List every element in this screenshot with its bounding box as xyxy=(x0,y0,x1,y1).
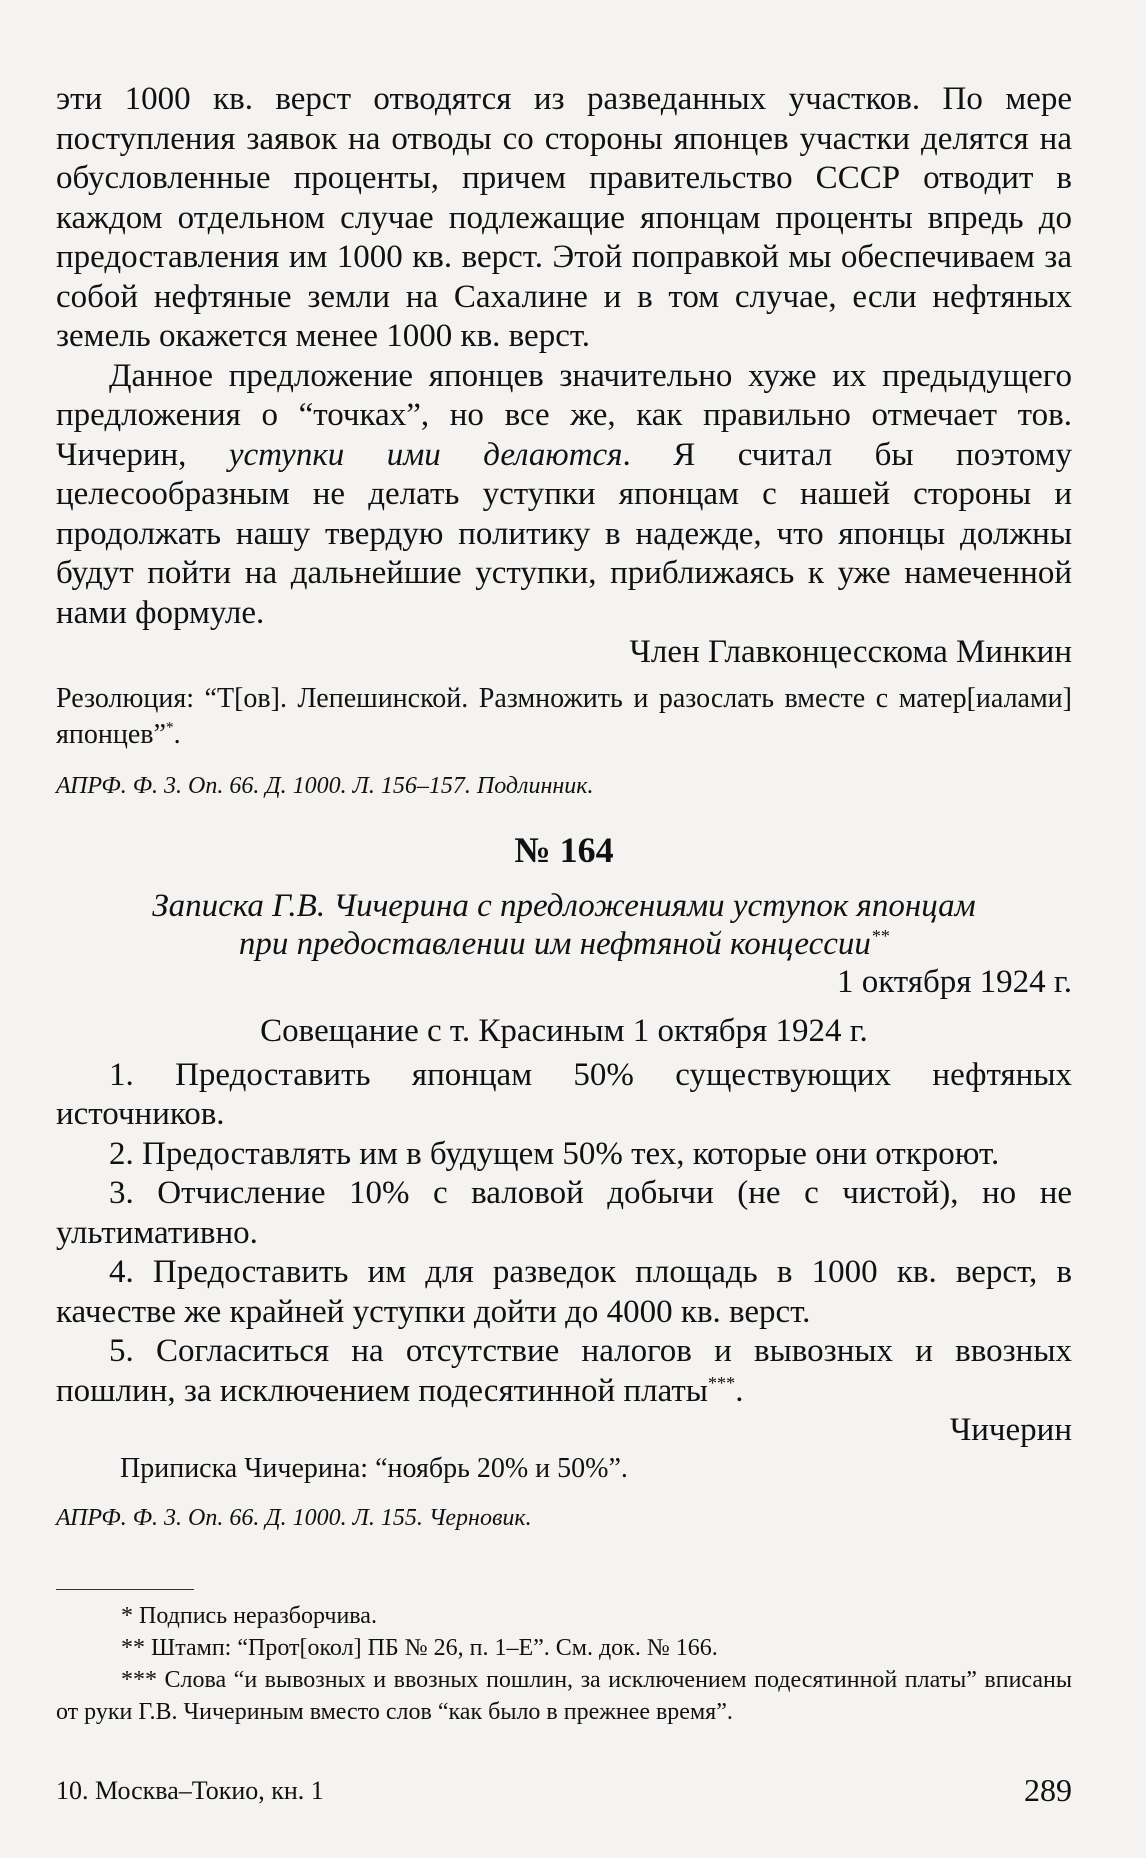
list-item: 4. Предоставить им для разведок площадь в 1000 кв. верст, в качестве же крайней уступки дойти до 4000 кв. верст. xyxy=(56,1254,1072,1330)
footnote-2: ** Штамп: “Прот[окол] ПБ № 26, п. 1–Е”. См. док. № 166. xyxy=(121,1634,718,1661)
list-item: 3. Отчисление 10% с валовой добычи (не с чистой), но не ультимативно. xyxy=(56,1175,1072,1251)
footnotes xyxy=(56,1600,1072,1728)
resolution: Резолюция: “Т[ов]. Лепешинской. Размножить и разослать вместе с матер[иалами] японцев”*. xyxy=(56,682,1072,750)
paragraph-opinion-part2: . Я считал бы поэтому целесообразным не делать уступки японцам с нашей стороны и продолжать нашу твердую политику в надежде, что японцы должны будут пойти на дальнейшие уступки, приближаясь к уже намеченной нами формуле. xyxy=(56,436,1072,631)
list-item-5-end: . xyxy=(735,1372,744,1409)
signature-chicherin: Чичерин xyxy=(949,1412,1072,1448)
postscript: Приписка Чичерина: “ноябрь 20% и 50%”. xyxy=(120,1452,628,1484)
archive-source-1: АПРФ. Ф. 3. Оп. 66. Д. 1000. Л. 156–157. Подлинник. xyxy=(56,772,594,799)
page-number: 289 xyxy=(1024,1772,1072,1808)
archive-source-2: АПРФ. Ф. 3. Оп. 66. Д. 1000. Л. 155. Черновик. xyxy=(56,1504,532,1531)
document-title-footnote-mark: ** xyxy=(870,925,890,946)
page-content xyxy=(56,80,1072,1728)
list-item: 2. Предоставлять им в будущем 50% тех, которые они откроют. xyxy=(109,1135,1000,1172)
list-item-5-text: 5. Согласиться на отсутствие налогов и вывозных и ввозных пошлин, за исключением подесятинной платы xyxy=(56,1333,1072,1409)
footnote-3: *** Слова “и вывозных и ввозных пошлин, за исключением подесятинной платы” вписаны от руки Г.В. Чичериным вместо слов “как было в прежнее время”. xyxy=(56,1666,1072,1725)
resolution-footnote-mark: * xyxy=(165,719,174,737)
paragraph-opinion-italic: уступки ими делаются xyxy=(228,436,623,473)
paragraph-continuation: эти 1000 кв. верст отводятся из разведанных участков. По мере поступления заявок на отводы со стороны японцев участки делятся на обусловленные проценты, причем правительство СССР отводит в каждом отдельном случае подлежащие японцам проценты впредь до предоставления им 1000 кв. верст. Этой поправкой мы обеспечиваем за собой нефтяные земли на Сахалине и в том случае, если нефтяных земель окажется менее 1000 кв. верст. xyxy=(56,81,1072,354)
document-title-line1: Записка Г.В. Чичерина с предложениями уступок японцам xyxy=(152,887,976,924)
page-footer xyxy=(56,1772,1072,1816)
meeting-heading: Совещание с т. Красиным 1 октября 1924 г. xyxy=(260,1013,868,1049)
signature-minkin: Член Главконцесскома Минкин xyxy=(629,634,1072,670)
document-title-line2 xyxy=(56,925,1072,963)
list-item-5-footnote-mark: *** xyxy=(707,1372,736,1393)
document-title xyxy=(56,887,1072,963)
footer-book-title: 10. Москва–Токио, кн. 1 xyxy=(56,1776,324,1805)
paragraph-opinion-part1: Данное предложение японцев значительно хуже их предыдущего предложения о “точках”, но все же, как правильно отмечает тов. Чичерин, xyxy=(56,357,1072,473)
list-item xyxy=(56,1332,1072,1411)
proposal-list xyxy=(56,1056,1072,1412)
footnote-1: * Подпись неразборчива. xyxy=(121,1602,377,1629)
paragraph-opinion xyxy=(56,357,1072,634)
document-title-line2-text: при предоставлении им нефтяной концессии xyxy=(238,925,871,962)
list-item: 1. Предоставить японцам 50% существующих нефтяных источников. xyxy=(56,1056,1072,1132)
document-number: № 164 xyxy=(514,829,614,870)
resolution-text: Резолюция: “Т[ов]. Лепешинской. Размножить и разослать вместе с матер[иалами] японцев” xyxy=(56,682,1072,750)
document-date: 1 октября 1924 г. xyxy=(836,963,1072,1000)
footnote-divider xyxy=(56,1589,194,1590)
